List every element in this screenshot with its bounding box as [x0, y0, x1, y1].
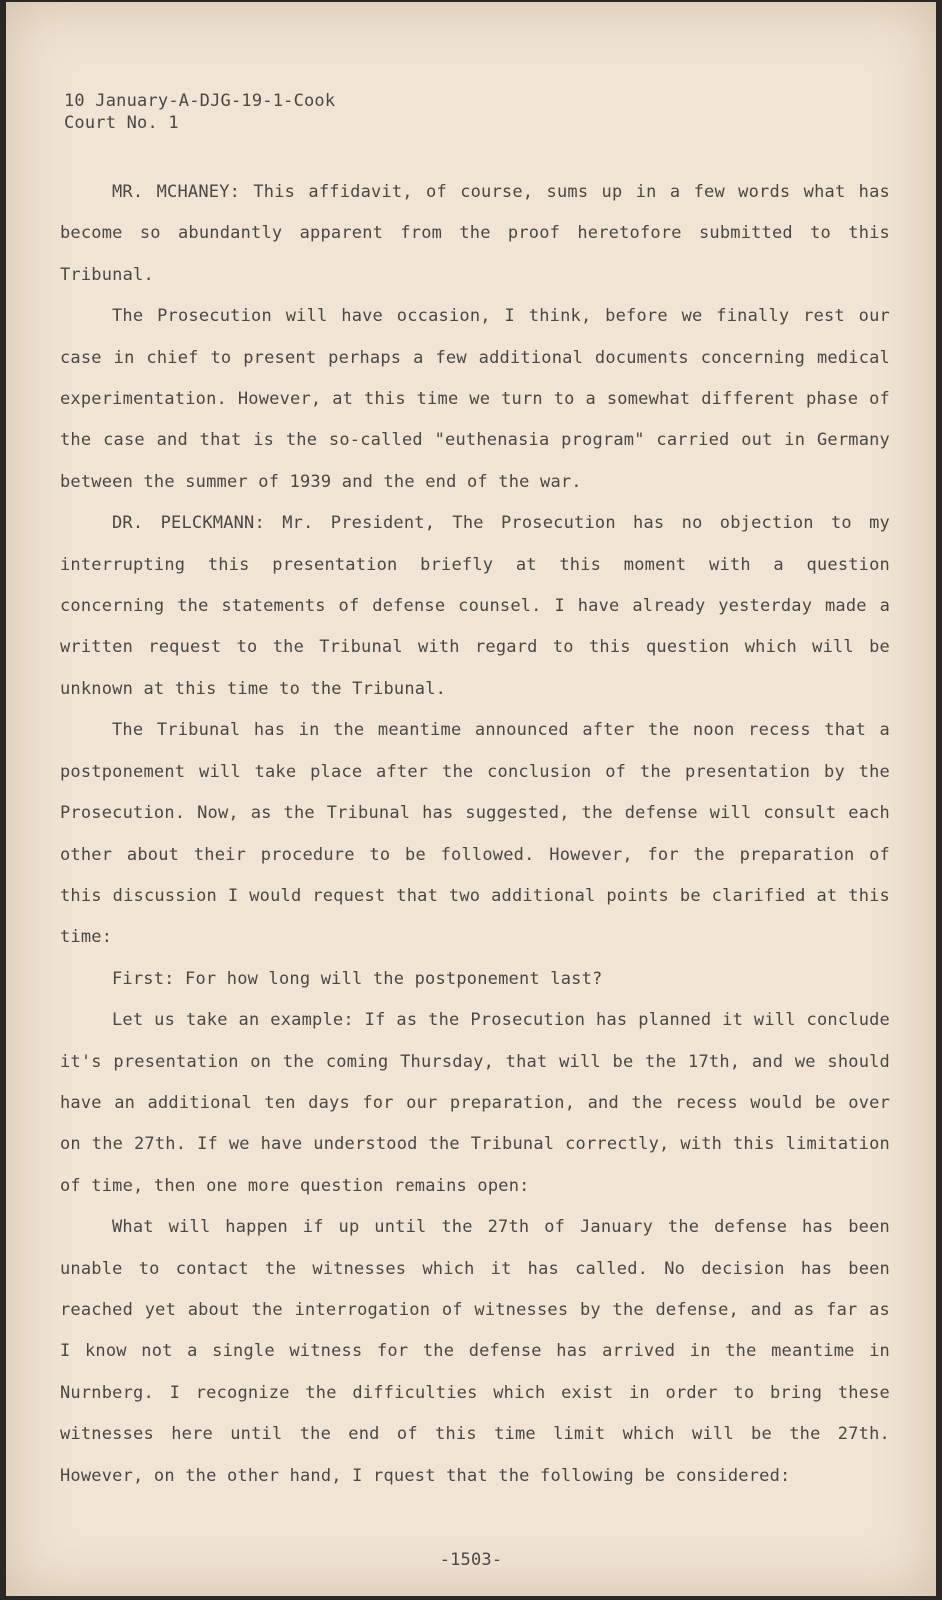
page-number: -1503- — [439, 1550, 503, 1570]
paragraph-witnesses: What will happen if up until the 27th of January the defense has been unable to contact the witnesses which it has called. No decision has been reached yet about the interrogation of witnesses by the defense, and as far as I know not a single witness for the defense has arrived in the meantime in Nurnberg. I recognize the difficulties which exist in order to bring these witnesses here until the end of this time limit which will be the 27th. However, on the other hand, I rquest that the following be considered: — [60, 1217, 890, 1486]
header-reference: 10 January-A-DJG-19-1-Cook — [64, 91, 336, 111]
document-header — [64, 90, 335, 134]
paragraph-example: Let us take an example: If as the Prosecution has planned it will conclude it's presentation on the coming Thursday, that will be the 17th, and we should have an additional ten days for our preparation, and the recess would be over on the 27th. If we have understood the Tribunal correctly, with this limitation of time, then one more question remains open: — [60, 1010, 890, 1196]
paragraph-first-question: First: For how long will the postponement last? — [112, 968, 603, 989]
paragraph-mchaney-statement: MR. MCHANEY: This affidavit, of course, sums up in a few words what has become so abundantly apparent from the proof heretofore submitted to this Tribunal. — [60, 182, 890, 285]
header-court: Court No. 1 — [64, 113, 179, 133]
transcript-body — [60, 172, 890, 1497]
paragraph-prosecution-occasion: The Prosecution will have occasion, I think, before we finally rest our case in chief to present perhaps a few additional documents concerning medical experimentation. However, at this time we turn to a somewhat different phase of the case and that is the so-called "euthenasia program" carried out in Germany between the summer of 1939 and the end of the war. — [60, 306, 890, 492]
document-page — [6, 2, 936, 1596]
paragraph-tribunal-postponement: The Tribunal has in the meantime announced after the noon recess that a postponement will take place after the conclusion of the presentation by the Prosecution. Now, as the Tribunal has suggested, the defense will consult each other about their procedure to be followed. However, for the preparation of this discussion I would request that two additional points be clarified at this time: — [60, 720, 890, 948]
paragraph-pelckmann-request: DR. PELCKMANN: Mr. President, The Prosecution has no objection to my interrupting this presentation briefly at this moment with a question concerning the statements of defense counsel. I have already yesterday made a written request to the Tribunal with regard to this question which will be unknown at this time to the Tribunal. — [60, 513, 890, 699]
